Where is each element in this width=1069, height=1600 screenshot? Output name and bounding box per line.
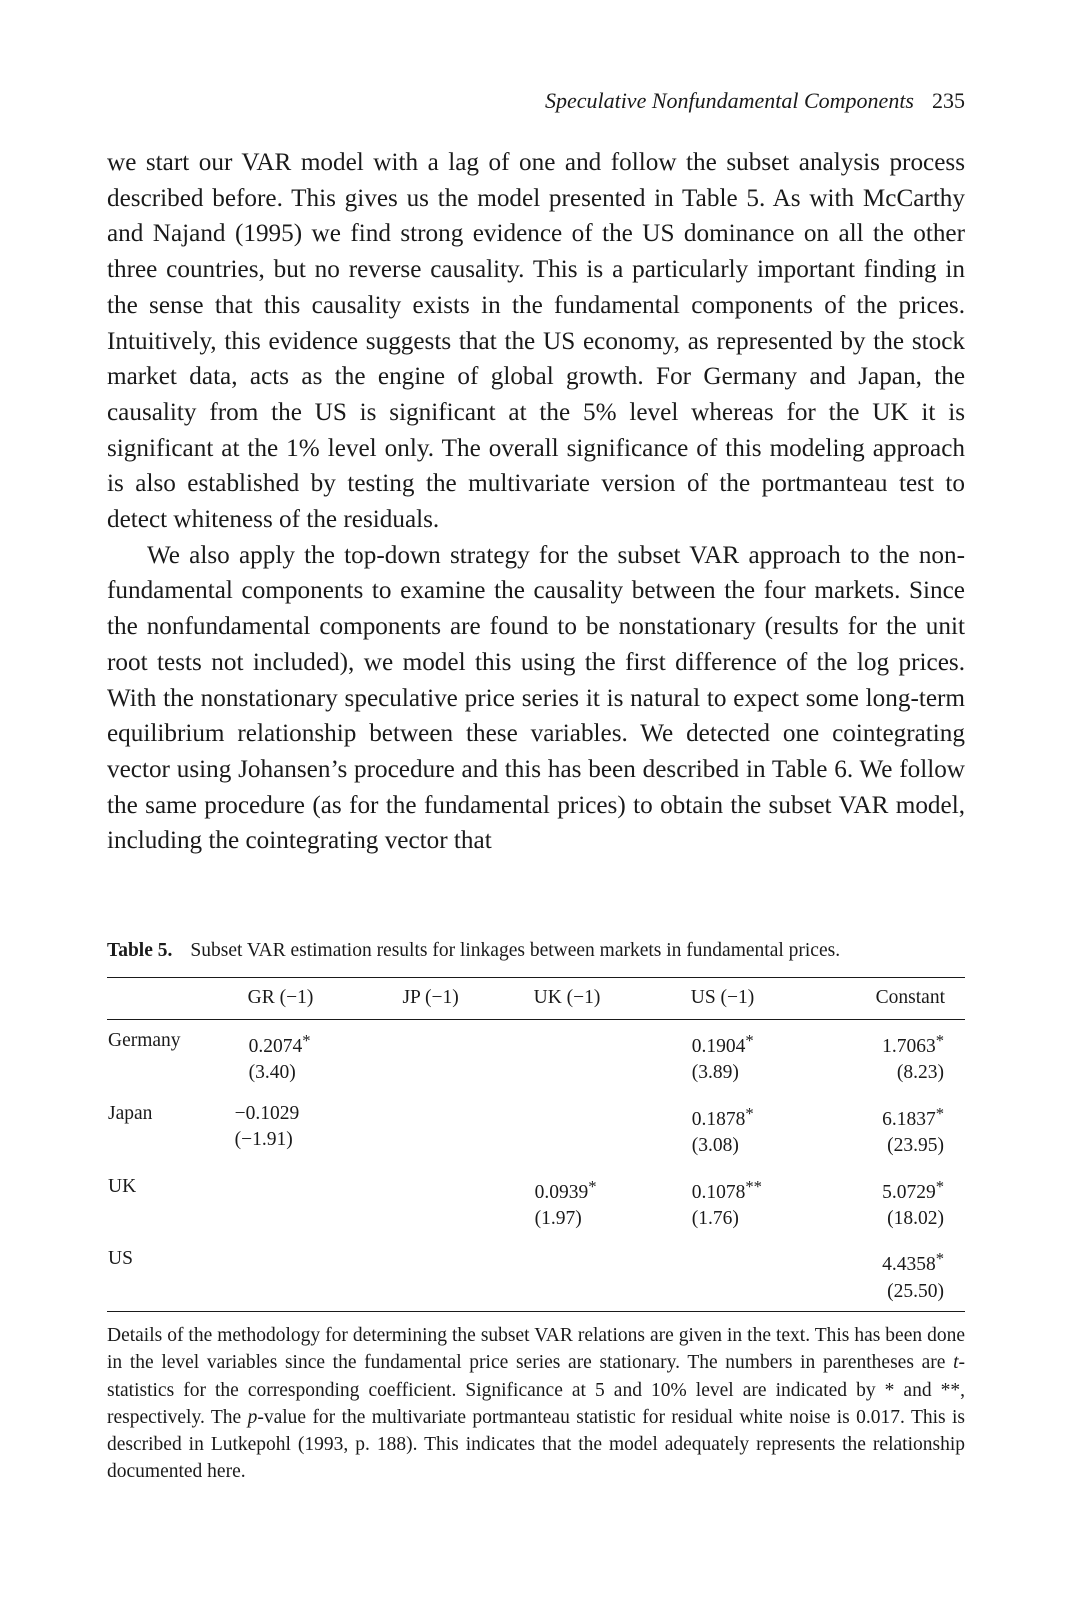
t-statistic: (1.76) <box>691 1207 739 1229</box>
row-label: Japan <box>108 1102 153 1124</box>
cell-uk <box>509 1173 657 1246</box>
running-head-title: Speculative Nonfundamental Components <box>544 88 914 113</box>
cell-us <box>657 1173 819 1246</box>
t-statistic: (3.89) <box>691 1062 739 1084</box>
coefficient: 4.4358* <box>882 1249 944 1276</box>
paragraph-2: We also apply the top-down strategy for the subset VAR approach to the nonfundamental components to examine the causality between the four markets. Since the nonfundamental components are found to be nonstationary (results for the unit root tests not included), we model this using the first difference of the log prices. With the nonstationary speculative price series it is natural to expect some long-term equilibrium relationship between these variables. We detected one cointegrating vector using Johansen’s procedure and this has been described in Table 6. We follow the same procedure (as for the fundamental prices) to obtain the subset VAR model, including the cointegrating vector that <box>107 541 965 855</box>
coefficient: 0.1878* <box>691 1103 754 1130</box>
header-gr-lag: GR (−1) <box>214 978 371 1020</box>
running-head <box>545 86 965 116</box>
row-label: Germany <box>108 1030 181 1051</box>
cell-jp <box>370 1100 508 1173</box>
header-blank <box>107 978 214 1020</box>
cell-us <box>657 1100 819 1173</box>
row-label: UK <box>108 1175 137 1197</box>
header-us-lag: US (−1) <box>657 978 819 1020</box>
table-row-uk <box>107 1173 965 1246</box>
cell-gr <box>214 1100 371 1173</box>
cell-jp <box>370 1245 508 1311</box>
coefficient: 0.1078** <box>691 1176 762 1203</box>
body-text <box>107 145 965 859</box>
table-notes-text: Details of the methodology for determining the subset VAR relations are given in the text. This has been done in the level variables since the fundamental price series are stationary. The numbers in parentheses are t-statistics for the corresponding coefficient. Significance at 5 and 10% level are indicated by * and **, respectively. The p-value for the multivariate portmanteau statistic for residual white noise is 0.017. This is described in Lutkepohl (1993, p. 188). This indicates that the model adequately represents the relationship documented here. <box>107 1325 966 1483</box>
row-label: US <box>108 1248 133 1270</box>
t-statistic: (18.02) <box>887 1207 944 1229</box>
table-5 <box>107 937 965 1485</box>
table-caption <box>107 937 965 965</box>
paragraph-1: we start our VAR model with a lag of one and follow the subset analysis process described before. This gives us the model presented in Table 5. As with McCarthy and Najand (1995) we find strong evidence of the US dominance on all the other three countries, but no reverse causality. This is a particularly important finding in the sense that this causality exists in the fundamental components of the prices. Intuitively, this evidence suggests that the US economy, as represented by the stock market data, acts as the engine of global growth. For Germany and Japan, the causality from the US is significant at the 5% level whereas for the UK it is significant at the 1% level only. The overall significance of this modeling approach is also established by testing the multivariate version of the portmanteau test to detect whiteness of the residuals. <box>107 149 965 534</box>
t-statistic: (23.95) <box>887 1135 944 1157</box>
cell-constant <box>819 1100 965 1173</box>
coefficient: 1.7063* <box>882 1031 944 1057</box>
cell-jp <box>370 1020 508 1100</box>
cell-uk <box>509 1100 657 1173</box>
page-number: 235 <box>932 88 965 113</box>
cell-uk <box>509 1245 657 1311</box>
coefficient: 0.0939* <box>534 1176 597 1203</box>
cell-us <box>657 1245 819 1311</box>
table-caption-text: Subset VAR estimation results for linkages between markets in fundamental prices. <box>190 940 841 961</box>
coefficient: 0.1904* <box>691 1031 754 1057</box>
cell-gr <box>214 1020 371 1100</box>
coefficient: 6.1837* <box>882 1103 944 1130</box>
t-statistic: (1.97) <box>534 1207 582 1229</box>
cell-constant <box>819 1245 965 1311</box>
cell-gr <box>214 1245 371 1311</box>
table-label: Table 5. <box>107 940 173 961</box>
header-uk-lag: UK (−1) <box>509 978 657 1020</box>
cell-constant <box>819 1173 965 1246</box>
table-row-japan <box>107 1100 965 1173</box>
coefficient: −0.1029 <box>234 1102 300 1124</box>
cell-constant <box>819 1020 965 1100</box>
cell-gr <box>214 1173 371 1246</box>
cell-jp <box>370 1173 508 1246</box>
results-table <box>107 977 965 1312</box>
cell-uk <box>509 1020 657 1100</box>
header-constant: Constant <box>819 978 965 1020</box>
t-statistic: (25.50) <box>887 1280 944 1302</box>
t-statistic: (−1.91) <box>234 1129 293 1151</box>
coefficient: 0.2074* <box>248 1031 311 1057</box>
header-jp-lag: JP (−1) <box>370 978 508 1020</box>
table-header-row <box>107 978 965 1020</box>
table-notes <box>107 1322 965 1485</box>
t-statistic: (3.08) <box>691 1135 739 1157</box>
coefficient: 5.0729* <box>882 1176 944 1203</box>
t-statistic: (8.23) <box>896 1062 944 1084</box>
cell-us <box>657 1020 819 1100</box>
table-row-germany <box>107 1020 965 1100</box>
table-row-us <box>107 1245 965 1311</box>
t-statistic: (3.40) <box>248 1062 296 1084</box>
